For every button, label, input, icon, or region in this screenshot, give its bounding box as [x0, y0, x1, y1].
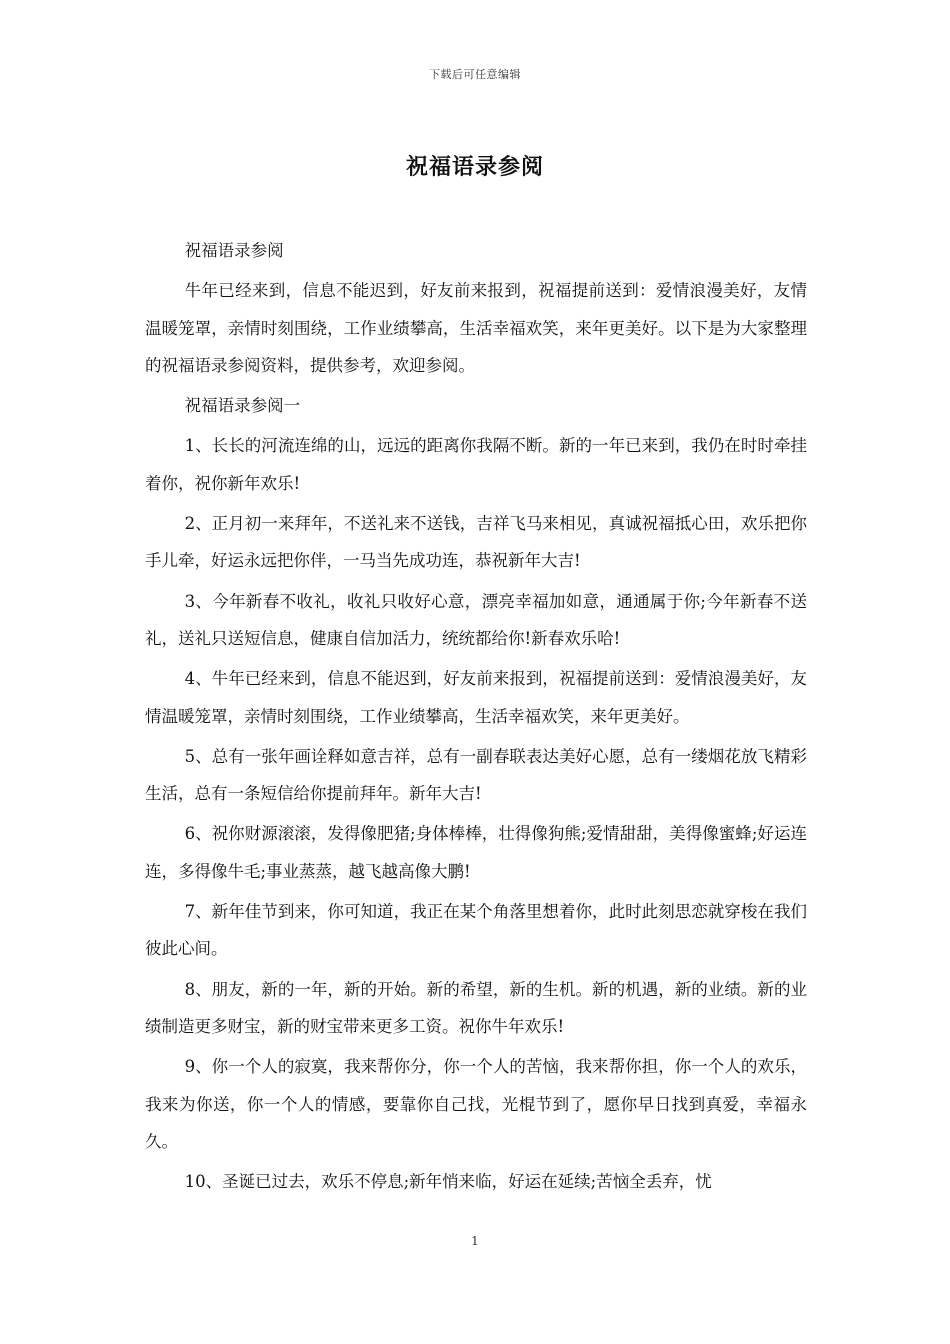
subtitle: 祝福语录参阅: [184, 241, 284, 260]
list-item: 1、长长的河流连绵的山，远远的距离你我隔不断。新的一年已来到，我仍在时时牵挂着你，祝你新年欢乐!: [145, 436, 807, 493]
list-item: 4、牛年已经来到，信息不能迟到，好友前来报到，祝福提前送到：爱情浪漫美好，友情温暖笼罩，亲情时刻围绕，工作业绩攀高，生活幸福欢笑，来年更美好。: [145, 669, 807, 726]
list-item: 3、今年新春不收礼，收礼只收好心意，漂亮幸福加如意，通通属于你;今年新春不送礼，送礼只送短信息，健康自信加活力，统统都给你!新春欢乐哈!: [145, 591, 807, 648]
list-item: 6、祝你财源滚滚，发得像肥猪;身体棒棒，壮得像狗熊;爱情甜甜，美得像蜜蜂;好运连连，多得像牛毛;事业蒸蒸，越飞越高像大鹏!: [145, 824, 807, 881]
list-item: 2、正月初一来拜年，不送礼来不送钱，吉祥飞马来相见，真诚祝福抵心田，欢乐把你手儿牵，好运永远把你伴，一马当先成功连，恭祝新年大吉!: [145, 514, 807, 571]
list-item: 10、圣诞已过去，欢乐不停息;新年悄来临，好运在延续;苦恼全丢弃，忧: [184, 1172, 712, 1192]
section-heading: 祝福语录参阅一: [184, 396, 301, 416]
list-item: 9、你一个人的寂寞，我来帮你分，你一个人的苦恼，我来帮你担，你一个人的欢乐，我来为你送，你一个人的情感，要靠你自己找，光棍节到了，愿你早日找到真爱，幸福永久。: [145, 1057, 807, 1151]
list-item: 7、新年佳节到来，你可知道，我正在某个角落里想着你，此时此刻思恋就穿梭在我们彼此心间。: [145, 902, 807, 959]
intro-paragraph: 牛年已经来到，信息不能迟到，好友前来报到，祝福提前送到：爱情浪漫美好，友情温暖笼罩，亲情时刻围绕，工作业绩攀高，生活幸福欢笑，来年更美好。以下是为大家整理的祝福语录参阅资料，提供参考，欢迎参阅。: [145, 281, 807, 375]
document-body: [145, 232, 807, 1203]
page-number: 1: [471, 1234, 479, 1248]
document-title: 祝福语录参阅: [405, 154, 544, 180]
list-item: 5、总有一张年画诠释如意吉祥，总有一副春联表达美好心愿，总有一缕烟花放飞精彩生活，总有一条短信给你提前拜年。新年大吉!: [145, 746, 807, 804]
list-item: 8、朋友，新的一年，新的开始。新的希望，新的生机。新的机遇，新的业绩。新的业绩制造更多财宝，新的财宝带来更多工资。祝你牛年欢乐!: [145, 979, 807, 1036]
header-note: 下载后可任意编辑: [429, 68, 521, 81]
